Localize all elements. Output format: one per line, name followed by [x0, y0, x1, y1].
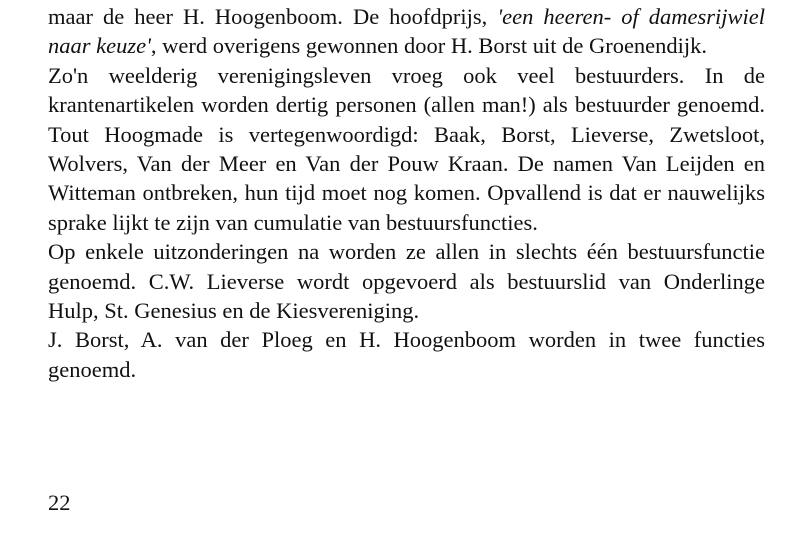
- paragraph-exceptions: Op enkele uitzonderingen na worden ze allen in slechts één bestuursfunctie genoemd. C.W. Lieverse wordt opgevoerd als bestuurslid van Onderlinge Hulp, St. Genesius en de Kiesvereniging.: [48, 239, 765, 324]
- prize-quote: 'een heeren- of damesrijwiel naar keuze': [48, 4, 766, 59]
- document-body: [48, 0, 765, 384]
- page-number: 22: [48, 490, 71, 515]
- paragraph-prize-winner: [48, 2, 765, 61]
- paragraph-prize-winner-outro: , werd overigens gewonnen door H. Borst uit de Groenendijk.: [150, 33, 708, 59]
- paragraph-prize-winner-intro: maar de heer H. Hoogenboom. De hoofdprijs,: [48, 4, 498, 29]
- paragraph-two-functions: J. Borst, A. van der Ploeg en H. Hoogenboom worden in twee functies genoemd.: [48, 327, 765, 382]
- paragraph-board-members: Zo'n weelderig verenigingsleven vroeg ook veel bestuurders. In de krantenartikelen worden dertig personen (allen man!) als bestuurder genoemd. Tout Hoogmade is vertegenwoordigd: Baak, Borst, Lieverse, Zwetsloot, Wolvers, Van der Meer en Van der Pouw Kraan. De namen Van Leijden en Witteman ontbreken, hun tijd moet nog komen. Opvallend is dat er nauwelijks sprake lijkt te zijn van cumulatie van bestuursfuncties.: [48, 62, 765, 235]
